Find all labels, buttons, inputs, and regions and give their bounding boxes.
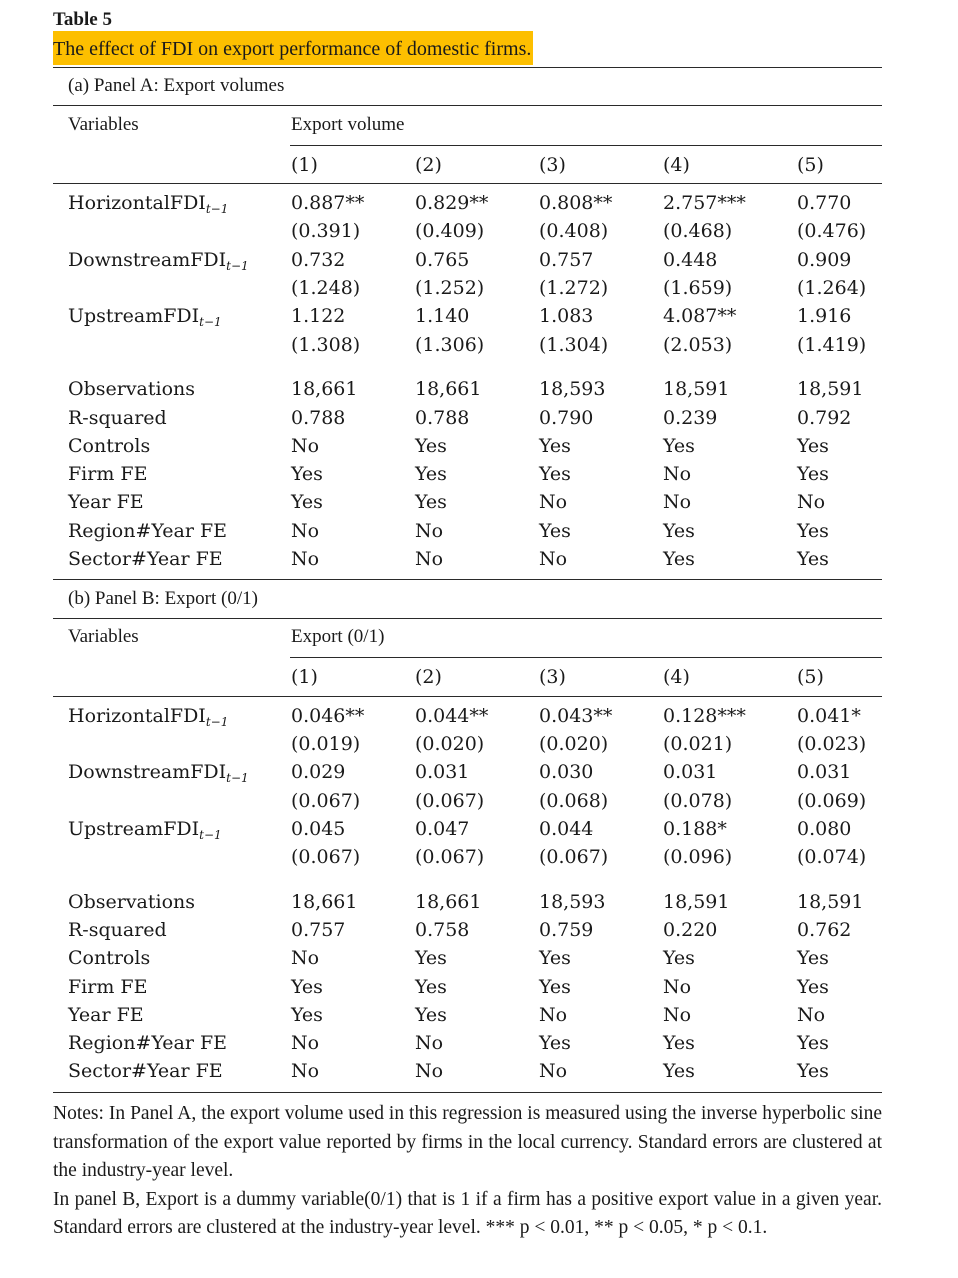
table-row (53, 815, 882, 843)
table-row (53, 517, 882, 545)
notes-paragraph-1: Notes: In Panel A, the export volume used in this regression is measured using the inverse hyperbolic sine transformation of the export value reported by firms in the local currency. Standard errors are clustered at the industry-year level. (53, 1103, 882, 1181)
table-row (53, 1057, 882, 1085)
table-cell: Yes (539, 463, 571, 485)
table-bottom-rule (53, 1092, 882, 1093)
column-header: (5) (797, 666, 824, 688)
table-row (53, 916, 882, 944)
table-cell: (0.391) (291, 220, 361, 242)
column-header: (2) (415, 154, 442, 176)
table-cell: Yes (663, 548, 695, 570)
table-cell: 0.043** (539, 705, 613, 727)
row-label: Firm FE (68, 976, 148, 998)
table-cell: Yes (797, 435, 829, 457)
table-cell: 18,591 (663, 891, 730, 913)
row-label: Firm FE (68, 463, 148, 485)
table-cell: (0.078) (663, 790, 733, 812)
table-row (53, 189, 882, 217)
table-cell: 0.188* (663, 818, 727, 840)
table-row-se (53, 274, 882, 302)
table-cell: Yes (415, 435, 447, 457)
table-cell: (1.304) (539, 334, 609, 356)
table-cell: (1.306) (415, 334, 485, 356)
table-cell: (2.053) (663, 334, 733, 356)
table-cell: (0.020) (539, 733, 609, 755)
table-cell: 0.759 (539, 919, 594, 941)
table-cell: 0.909 (797, 249, 852, 271)
table-cell: 1.083 (539, 305, 594, 327)
table-row (53, 302, 882, 330)
table-row-se (53, 331, 882, 359)
table-cell: 0.788 (415, 407, 470, 429)
table-row (53, 460, 882, 488)
panel-a-variables-header: Variables (68, 114, 139, 135)
table-cell: 0.758 (415, 919, 470, 941)
table-cell: No (415, 1060, 444, 1082)
row-label: Sector#Year FE (68, 548, 223, 570)
table-cell: (1.248) (291, 277, 361, 299)
table-row-se (53, 787, 882, 815)
table-cell: (0.067) (291, 846, 361, 868)
variable-name: DownstreamFDI (68, 249, 227, 271)
table-cell: Yes (291, 491, 323, 513)
table-cell: 0.030 (539, 761, 594, 783)
column-header: (4) (663, 154, 690, 176)
table-cell: (0.409) (415, 220, 485, 242)
table-cell: 0.448 (663, 249, 718, 271)
lag-subscript: t−1 (226, 771, 249, 785)
table-row (53, 404, 882, 432)
table-cell: 0.757 (539, 249, 594, 271)
table-cell: 0.041* (797, 705, 861, 727)
table-row (53, 1001, 882, 1029)
table-cell: 0.044** (415, 705, 489, 727)
table-cell: Yes (291, 463, 323, 485)
variable-name: HorizontalFDI (68, 192, 206, 214)
panel-a-sub-rule (290, 145, 882, 146)
table-cell: Yes (663, 1032, 695, 1054)
table-cell: 0.790 (539, 407, 594, 429)
table-cell: (0.408) (539, 220, 609, 242)
table-cell: (0.067) (291, 790, 361, 812)
table-cell: Yes (797, 520, 829, 542)
table-cell: Yes (663, 435, 695, 457)
table-caption: The effect of FDI on export performance of domestic firms. (53, 31, 533, 65)
panel-a-bottom-rule (53, 579, 882, 580)
table-cell: (0.067) (415, 846, 485, 868)
panel-a-title: (a) Panel A: Export volumes (68, 75, 285, 96)
table-cell: No (415, 1032, 444, 1054)
table-cell: No (291, 435, 320, 457)
table-row (53, 432, 882, 460)
table-cell: Yes (415, 491, 447, 513)
variable-name: UpstreamFDI (68, 305, 200, 327)
column-header: (3) (539, 154, 566, 176)
table-cell: 0.788 (291, 407, 346, 429)
table-row (53, 973, 882, 1001)
table-cell: No (539, 491, 568, 513)
table-cell: 0.045 (291, 818, 346, 840)
table-cell: (1.272) (539, 277, 609, 299)
table-cell: (0.468) (663, 220, 733, 242)
table-cell: 1.122 (291, 305, 346, 327)
table-cell: 0.770 (797, 192, 852, 214)
table-cell: (1.659) (663, 277, 733, 299)
table-cell: No (797, 491, 826, 513)
table-cell: 0.047 (415, 818, 470, 840)
table-cell: (0.068) (539, 790, 609, 812)
table-row (53, 1029, 882, 1057)
table-cell: (0.476) (797, 220, 867, 242)
table-row-se (53, 843, 882, 871)
notes-paragraph-2: In panel B, Export is a dummy variable(0/1) that is 1 if a firm has a positive export value in a given year. Standard errors are clustered at the industry-year level. *** p < 0.01, ** p < 0.05, * p < 0.1. (53, 1188, 882, 1238)
table-cell: 0.031 (797, 761, 852, 783)
table-cell: (0.074) (797, 846, 867, 868)
top-rule (53, 67, 882, 68)
column-header: (1) (291, 154, 318, 176)
table-cell: Yes (539, 520, 571, 542)
table-cell: 18,591 (663, 378, 730, 400)
panel-b-header-rule (53, 618, 882, 619)
table-row-se (53, 217, 882, 245)
variable-name: DownstreamFDI (68, 761, 227, 783)
table-cell: Yes (663, 520, 695, 542)
table-cell: 18,661 (415, 891, 482, 913)
table-cell: (0.067) (415, 790, 485, 812)
variable-name: UpstreamFDI (68, 818, 200, 840)
table-cell: 0.046** (291, 705, 365, 727)
row-label: R-squared (68, 407, 167, 429)
table-cell: No (291, 548, 320, 570)
panel-a-column-numbers (53, 151, 882, 179)
table-cell: 18,661 (415, 378, 482, 400)
panel-a-header-rule (53, 105, 882, 106)
table-row (53, 888, 882, 916)
lag-subscript: t−1 (199, 315, 222, 329)
table-cell: No (291, 1032, 320, 1054)
row-label: Year FE (68, 491, 144, 513)
table-row (53, 246, 882, 274)
table-row (53, 758, 882, 786)
table-cell: 0.239 (663, 407, 718, 429)
column-header: (1) (291, 666, 318, 688)
table-cell: Yes (291, 1004, 323, 1026)
table-cell: (0.021) (663, 733, 733, 755)
row-label: Region#Year FE (68, 520, 228, 542)
row-label: Controls (68, 947, 151, 969)
table-cell: (1.252) (415, 277, 485, 299)
table-cell: (1.308) (291, 334, 361, 356)
table-cell: No (663, 1004, 692, 1026)
table-cell: 18,661 (291, 378, 358, 400)
table-cell: Yes (797, 1032, 829, 1054)
table-row (53, 702, 882, 730)
table-cell: (0.069) (797, 790, 867, 812)
table-cell: Yes (797, 548, 829, 570)
table-cell: 0.044 (539, 818, 594, 840)
table-cell: No (663, 976, 692, 998)
table-cell: (0.020) (415, 733, 485, 755)
panel-a-dependent-variable: Export volume (291, 114, 405, 135)
table-cell: No (291, 520, 320, 542)
table-cell: 0.031 (415, 761, 470, 783)
table-cell: No (663, 491, 692, 513)
table-cell: Yes (415, 947, 447, 969)
table-row (53, 545, 882, 573)
table-cell: Yes (539, 1032, 571, 1054)
table-cell: 0.808** (539, 192, 613, 214)
table-cell: (1.419) (797, 334, 867, 356)
table-cell: No (291, 947, 320, 969)
table-cell: 0.031 (663, 761, 718, 783)
table-row (53, 488, 882, 516)
table-cell: (0.023) (797, 733, 867, 755)
table-cell: No (663, 463, 692, 485)
table-cell: No (539, 1060, 568, 1082)
table-cell: Yes (539, 947, 571, 969)
table-cell: 18,591 (797, 891, 864, 913)
table-cell: 0.887** (291, 192, 365, 214)
panel-b-sub-rule (290, 657, 882, 658)
panel-b-title: (b) Panel B: Export (0/1) (68, 588, 258, 609)
row-label: Year FE (68, 1004, 144, 1026)
table-cell: Yes (415, 1004, 447, 1026)
table-cell: 0.029 (291, 761, 346, 783)
table-cell: Yes (291, 976, 323, 998)
panel-b-dependent-variable: Export (0/1) (291, 626, 385, 647)
table-row-se (53, 730, 882, 758)
row-label: Observations (68, 891, 196, 913)
table-cell: (0.096) (663, 846, 733, 868)
table-cell: 0.080 (797, 818, 852, 840)
lag-subscript: t−1 (226, 259, 249, 273)
table-cell: Yes (797, 1060, 829, 1082)
panel-b-variables-header: Variables (68, 626, 139, 647)
table-cell: Yes (663, 947, 695, 969)
column-header: (3) (539, 666, 566, 688)
table-cell: 0.732 (291, 249, 346, 271)
table-label: Table 5 (53, 9, 112, 30)
table-cell: No (797, 1004, 826, 1026)
column-header: (2) (415, 666, 442, 688)
lag-subscript: t−1 (205, 715, 229, 729)
table-cell: No (415, 548, 444, 570)
table-cell: 18,591 (797, 378, 864, 400)
table-cell: 0.757 (291, 919, 346, 941)
lag-subscript: t−1 (205, 202, 229, 216)
row-label: R-squared (68, 919, 167, 941)
panel-a-body-rule (53, 183, 882, 184)
table-cell: No (539, 548, 568, 570)
table-cell: 0.792 (797, 407, 852, 429)
table-row (53, 944, 882, 972)
table-cell: 0.220 (663, 919, 718, 941)
table-cell: 1.916 (797, 305, 852, 327)
table-cell: 0.765 (415, 249, 470, 271)
panel-b-body-rule (53, 696, 882, 697)
table-cell: (1.264) (797, 277, 867, 299)
table-cell: 18,593 (539, 378, 606, 400)
row-label: Controls (68, 435, 151, 457)
table-cell: Yes (415, 463, 447, 485)
table-cell: 2.757*** (663, 192, 746, 214)
table-cell: Yes (539, 976, 571, 998)
table-cell: 18,661 (291, 891, 358, 913)
table-cell: No (539, 1004, 568, 1026)
table-cell: Yes (415, 976, 447, 998)
row-label: Observations (68, 378, 196, 400)
table-cell: Yes (797, 947, 829, 969)
variable-name: HorizontalFDI (68, 705, 206, 727)
panel-b-column-numbers (53, 663, 882, 691)
table-cell: No (291, 1060, 320, 1082)
table-cell: Yes (663, 1060, 695, 1082)
table-cell: 18,593 (539, 891, 606, 913)
table-cell: No (415, 520, 444, 542)
table-row (53, 375, 882, 403)
column-header: (4) (663, 666, 690, 688)
table-cell: 1.140 (415, 305, 470, 327)
table-cell: 0.829** (415, 192, 489, 214)
table-cell: 0.762 (797, 919, 852, 941)
row-label: Sector#Year FE (68, 1060, 223, 1082)
lag-subscript: t−1 (199, 828, 222, 842)
table-cell: (0.019) (291, 733, 361, 755)
row-label: Region#Year FE (68, 1032, 228, 1054)
table-cell: Yes (797, 463, 829, 485)
table-cell: (0.067) (539, 846, 609, 868)
table-notes (53, 1100, 882, 1243)
column-header: (5) (797, 154, 824, 176)
table-cell: Yes (797, 976, 829, 998)
table-cell: Yes (539, 435, 571, 457)
table-cell: 4.087** (663, 305, 737, 327)
table-cell: 0.128*** (663, 705, 746, 727)
